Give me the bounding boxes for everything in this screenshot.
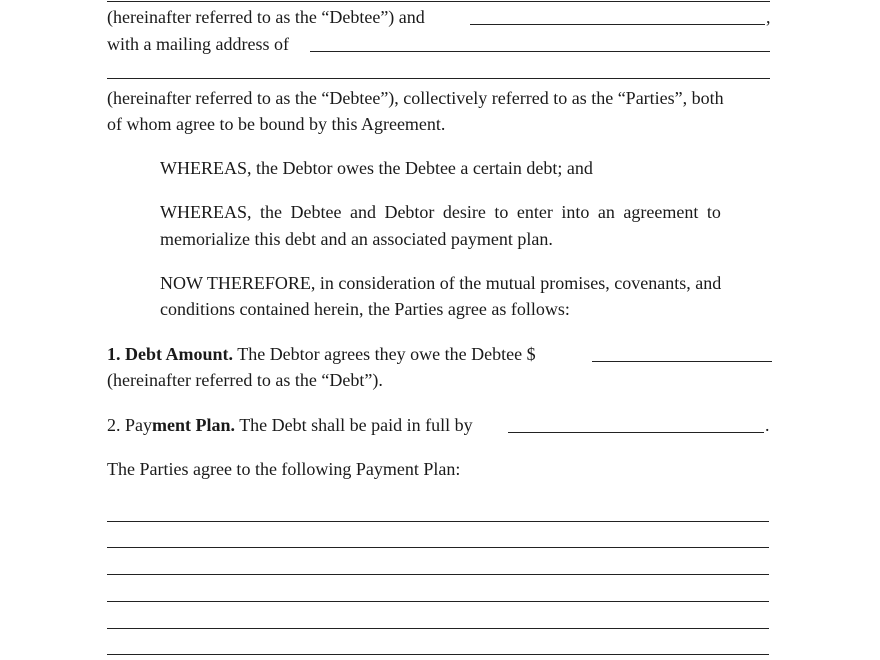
payment-plan-period: . — [765, 415, 770, 435]
fill-line-top[interactable] — [107, 1, 770, 2]
payment-plan-fill-line[interactable] — [107, 547, 769, 548]
mailing-address-field-2[interactable] — [107, 78, 770, 79]
debtee-line-2-text: with a mailing address of — [107, 34, 289, 54]
payment-plan-fill-line[interactable] — [107, 601, 769, 602]
debt-amount-heading: 1. Debt Amount. — [107, 344, 234, 364]
payment-plan-fill-line[interactable] — [107, 521, 769, 522]
payment-plan-line — [107, 414, 473, 436]
mailing-address-field[interactable] — [310, 51, 770, 52]
debtee-name-field[interactable] — [470, 24, 765, 25]
now-therefore-line-1: NOW THEREFORE, in consideration of the mutual promises, covenants, and — [160, 273, 722, 293]
whereas-2-line-1: WHEREAS, the Debtee and Debtor desire to enter into an agreement to — [160, 202, 721, 222]
debtee-line-1-text: (hereinafter referred to as the “Debtee”) and — [107, 7, 425, 27]
debt-amount-line-2: (hereinafter referred to as the “Debt”). — [107, 370, 383, 390]
payment-plan-heading-bold: ment Plan. — [152, 415, 235, 435]
debtee-line-2 — [107, 33, 289, 55]
parties-line-1: (hereinafter referred to as the “Debtee”), collectively referred to as the “Parties”, both — [107, 88, 724, 108]
payment-plan-text: The Debt shall be paid in full by — [239, 415, 473, 435]
payment-plan-fill-line[interactable] — [107, 654, 769, 655]
payment-plan-fill-line[interactable] — [107, 628, 769, 629]
payment-plan-heading-plain: 2. Pay — [107, 415, 152, 435]
debtee-line-1-comma: , — [766, 7, 771, 27]
debt-amount-text: The Debtor agrees they owe the Debtee $ — [237, 344, 536, 364]
whereas-2-line-2: memorialize this debt and an associated payment plan. — [160, 229, 553, 249]
debt-amount-line-1 — [107, 343, 536, 365]
whereas-1: WHEREAS, the Debtor owes the Debtee a certain debt; and — [160, 158, 593, 178]
parties-line-2: of whom agree to be bound by this Agreement. — [107, 114, 446, 134]
now-therefore-line-2: conditions contained herein, the Parties agree as follows: — [160, 299, 570, 319]
payment-date-field[interactable] — [508, 432, 764, 433]
debt-amount-field[interactable] — [592, 361, 772, 362]
payment-plan-intro: The Parties agree to the following Payment Plan: — [107, 459, 461, 479]
payment-plan-fill-line[interactable] — [107, 574, 769, 575]
